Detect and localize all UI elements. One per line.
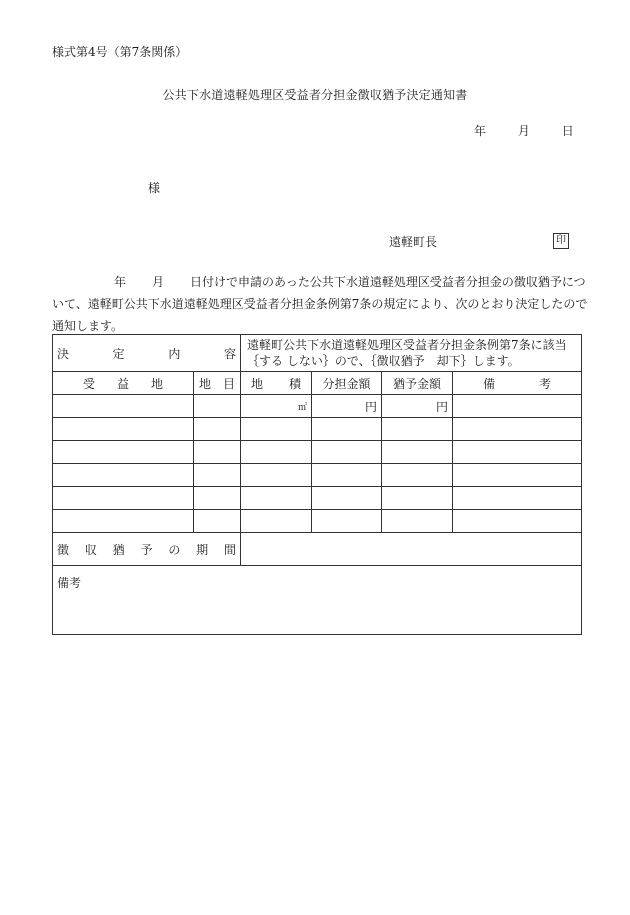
charge-cell[interactable] — [312, 395, 382, 418]
remarks-row — [53, 566, 582, 635]
decision-text: 遠軽町公共下水道遠軽処理区受益者分担金条例第7条に該当｛する しない｝ので、｛徴収猶予 却下｝します。 — [241, 335, 582, 372]
header-deferred: 猶予金額 — [382, 372, 453, 395]
form-number: 様式第4号（第7条関係） — [52, 45, 188, 59]
decision-label: 決 定 内 容 — [53, 335, 241, 372]
period-value[interactable] — [241, 533, 582, 566]
table-row — [53, 418, 582, 441]
header-category: 地 目 — [194, 372, 241, 395]
period-label: 徴 収 猶 予 の 期 間 — [53, 533, 241, 566]
header-area: 地 積 — [241, 372, 312, 395]
deferred-cell[interactable] — [382, 395, 453, 418]
date-year: 年 — [474, 124, 487, 138]
area-cell[interactable] — [241, 395, 312, 418]
issuer-name: 遠軽町長 — [389, 235, 438, 249]
area-unit: ㎡ — [297, 403, 307, 413]
body-line-3: 通知します。 — [52, 319, 124, 333]
document-title: 公共下水道遠軽処理区受益者分担金徴収猶予決定通知書 — [162, 88, 468, 102]
notice-body — [52, 271, 588, 337]
body-line-1-text: 日付けで申請のあった公共下水道遠軽処理区受益者分担金の徴収猶予につ — [190, 275, 586, 289]
header-remarks: 備 考 — [453, 372, 582, 395]
header-row — [53, 372, 582, 395]
table-row — [53, 441, 582, 464]
remarks-field[interactable] — [53, 566, 582, 635]
body-line-1 — [52, 271, 584, 293]
addressee-honorific: 様 — [148, 181, 161, 195]
table-row — [53, 395, 582, 418]
land-cell[interactable] — [53, 395, 194, 418]
charge-unit: 円 — [364, 399, 377, 414]
body-month: 月 — [152, 275, 165, 289]
header-charge: 分担金額 — [312, 372, 382, 395]
category-cell[interactable] — [194, 395, 241, 418]
body-line-2: いて、遠軽町公共下水道遠軽処理区受益者分担金条例第7条の規定により、次のとおり決定したので — [52, 297, 588, 311]
remarks-cell[interactable] — [453, 395, 582, 418]
deferred-unit: 円 — [435, 399, 448, 414]
issue-date — [474, 125, 574, 137]
header-land: 受 益 地 — [53, 372, 194, 395]
decision-row — [53, 335, 582, 372]
period-row — [53, 533, 582, 566]
remarks-label: 備考 — [57, 576, 82, 590]
date-day: 日 — [561, 124, 574, 138]
date-month: 月 — [517, 124, 530, 138]
table-row — [53, 487, 582, 510]
table-row — [53, 464, 582, 487]
body-year: 年 — [114, 275, 127, 289]
seal-mark: 印 — [553, 233, 569, 249]
notice-form-table — [52, 334, 582, 635]
table-row — [53, 510, 582, 533]
